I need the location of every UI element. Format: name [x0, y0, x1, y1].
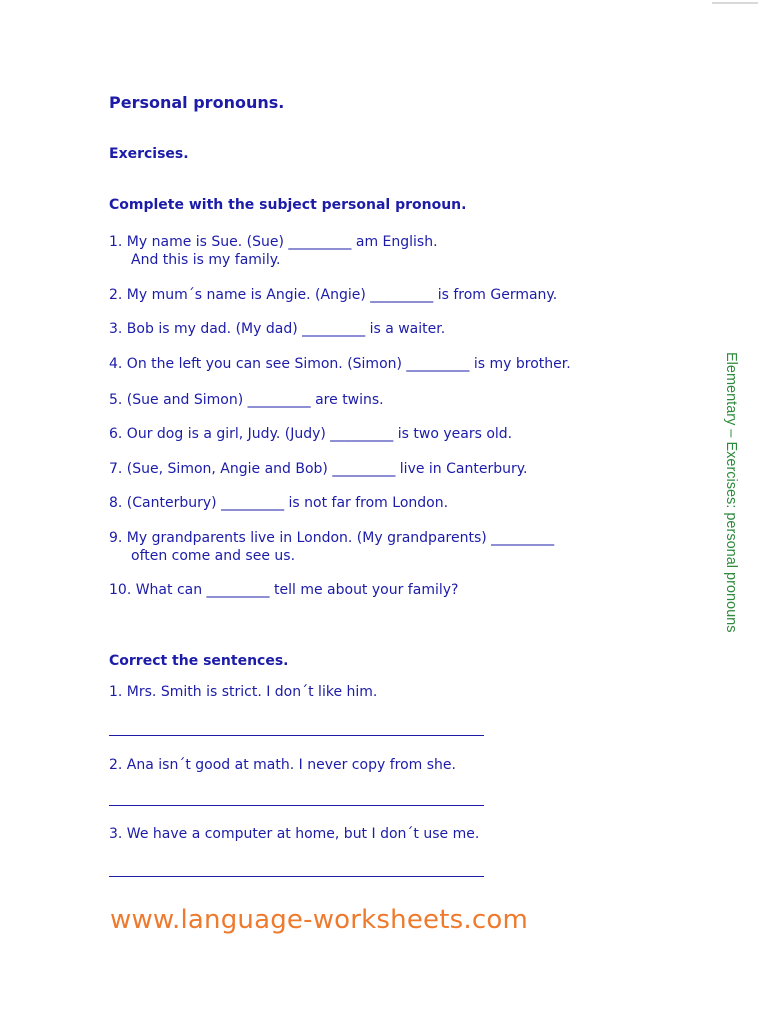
- exercise-item-3: 3. Bob is my dad. (My dad) _________ is a waiter.: [109, 321, 446, 337]
- exercise-item-9-line-1: 9. My grandparents live in London. (My grandparents) _________: [109, 530, 555, 546]
- exercise-item-6: 6. Our dog is a girl, Judy. (Judy) _________ is two years old.: [109, 426, 513, 442]
- answer-line-1: [109, 735, 484, 736]
- correction-item-2: 2. Ana isn´t good at math. I never copy from she.: [109, 757, 456, 773]
- exercise-item-9-line-2: often come and see us.: [131, 548, 296, 564]
- corner-mark: [712, 2, 758, 4]
- exercise-item-7: 7. (Sue, Simon, Angie and Bob) _________ live in Canterbury.: [109, 461, 528, 477]
- answer-line-2: [109, 805, 484, 806]
- correction-item-1: 1. Mrs. Smith is strict. I don´t like him.: [109, 684, 378, 700]
- exercise-item-10: 10. What can _________ tell me about your family?: [109, 582, 459, 598]
- section1-heading: Complete with the subject personal pronoun.: [109, 197, 467, 213]
- exercise-item-4: 4. On the left you can see Simon. (Simon) _________ is my brother.: [109, 356, 571, 372]
- exercise-item-8: 8. (Canterbury) _________ is not far from London.: [109, 495, 449, 511]
- exercise-item-2: 2. My mum´s name is Angie. (Angie) _________ is from Germany.: [109, 287, 558, 303]
- exercise-item-1-line-1: 1. My name is Sue. (Sue) _________ am English.: [109, 234, 438, 250]
- exercise-item-5: 5. (Sue and Simon) _________ are twins.: [109, 392, 384, 408]
- section2-heading: Correct the sentences.: [109, 653, 289, 669]
- side-label: Elementary – Exercises: personal pronouns: [723, 352, 739, 633]
- correction-item-3: 3. We have a computer at home, but I don´t use me.: [109, 826, 480, 842]
- exercises-heading: Exercises.: [109, 146, 189, 162]
- answer-line-3: [109, 876, 484, 877]
- footer-url[interactable]: www.language-worksheets.com: [110, 905, 528, 935]
- exercise-item-1-line-2: And this is my family.: [131, 252, 281, 268]
- page-title: Personal pronouns.: [109, 93, 285, 112]
